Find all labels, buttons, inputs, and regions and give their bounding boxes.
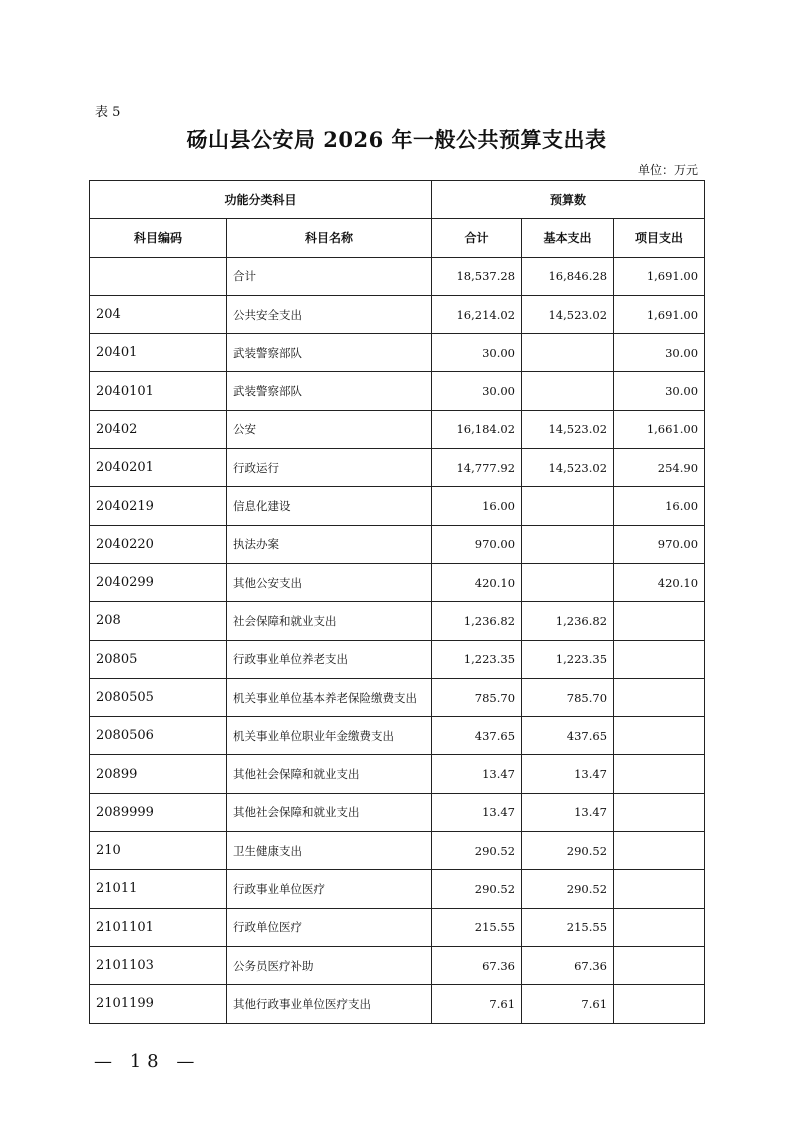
table-row <box>90 525 705 563</box>
cell-code: 2040101 <box>90 372 227 410</box>
table-row <box>90 257 705 295</box>
cell-total: 67.36 <box>432 946 522 984</box>
cell-project: 1,691.00 <box>614 257 705 295</box>
table-row <box>90 487 705 525</box>
cell-project: 970.00 <box>614 525 705 563</box>
cell-name: 其他社会保障和就业支出 <box>227 755 432 793</box>
cell-code: 21011 <box>90 870 227 908</box>
header-name: 科目名称 <box>227 219 432 257</box>
cell-basic: 67.36 <box>522 946 614 984</box>
cell-project: 1,661.00 <box>614 410 705 448</box>
cell-code: 210 <box>90 832 227 870</box>
header-basic: 基本支出 <box>522 219 614 257</box>
cell-total: 437.65 <box>432 717 522 755</box>
cell-basic: 437.65 <box>522 717 614 755</box>
cell-total: 18,537.28 <box>432 257 522 295</box>
cell-code: 204 <box>90 295 227 333</box>
table-body <box>90 257 705 1023</box>
cell-code: 2101103 <box>90 946 227 984</box>
cell-total: 16,214.02 <box>432 295 522 333</box>
budget-table <box>89 180 705 1024</box>
cell-project <box>614 717 705 755</box>
table-row <box>90 946 705 984</box>
cell-code: 2101101 <box>90 908 227 946</box>
cell-code: 2040201 <box>90 449 227 487</box>
cell-basic: 215.55 <box>522 908 614 946</box>
table-row <box>90 793 705 831</box>
cell-total: 1,223.35 <box>432 640 522 678</box>
cell-basic: 1,236.82 <box>522 602 614 640</box>
cell-code: 2089999 <box>90 793 227 831</box>
cell-project <box>614 908 705 946</box>
table-row <box>90 334 705 372</box>
header-code: 科目编码 <box>90 219 227 257</box>
cell-project <box>614 832 705 870</box>
cell-basic: 1,223.35 <box>522 640 614 678</box>
cell-code: 2101199 <box>90 985 227 1023</box>
cell-code: 2040219 <box>90 487 227 525</box>
table-row <box>90 832 705 870</box>
header-total: 合计 <box>432 219 522 257</box>
cell-code: 20899 <box>90 755 227 793</box>
table-row <box>90 295 705 333</box>
cell-name: 社会保障和就业支出 <box>227 602 432 640</box>
cell-project: 420.10 <box>614 563 705 601</box>
cell-name: 卫生健康支出 <box>227 832 432 870</box>
table-row <box>90 717 705 755</box>
cell-code: 2080505 <box>90 678 227 716</box>
cell-total: 7.61 <box>432 985 522 1023</box>
cell-code: 2080506 <box>90 717 227 755</box>
cell-code: 208 <box>90 602 227 640</box>
cell-code: 20401 <box>90 334 227 372</box>
cell-name: 公共安全支出 <box>227 295 432 333</box>
table-row <box>90 985 705 1023</box>
cell-project: 30.00 <box>614 372 705 410</box>
cell-name: 其他行政事业单位医疗支出 <box>227 985 432 1023</box>
cell-name: 机关事业单位职业年金缴费支出 <box>227 717 432 755</box>
cell-code: 20805 <box>90 640 227 678</box>
cell-name: 武装警察部队 <box>227 372 432 410</box>
cell-name: 行政运行 <box>227 449 432 487</box>
header-column-row <box>90 219 705 257</box>
unit-label: 单位：万元 <box>637 163 698 177</box>
cell-code: 20402 <box>90 410 227 448</box>
cell-total: 30.00 <box>432 334 522 372</box>
cell-name: 公务员医疗补助 <box>227 946 432 984</box>
cell-name: 合计 <box>227 257 432 295</box>
cell-basic: 785.70 <box>522 678 614 716</box>
table-row <box>90 449 705 487</box>
cell-name: 公安 <box>227 410 432 448</box>
table-row <box>90 678 705 716</box>
table-row <box>90 908 705 946</box>
page-title: 砀山县公安局 2026 年一般公共预算支出表 <box>186 127 607 152</box>
cell-basic: 13.47 <box>522 755 614 793</box>
cell-basic: 290.52 <box>522 870 614 908</box>
table-row <box>90 640 705 678</box>
cell-project <box>614 793 705 831</box>
table-row <box>90 755 705 793</box>
cell-name: 行政事业单位养老支出 <box>227 640 432 678</box>
cell-total: 16,184.02 <box>432 410 522 448</box>
page-number: — 18 — <box>94 1051 201 1072</box>
table-tag: 表 5 <box>95 105 121 120</box>
cell-basic: 14,523.02 <box>522 410 614 448</box>
cell-code: 2040299 <box>90 563 227 601</box>
cell-total: 420.10 <box>432 563 522 601</box>
cell-total: 970.00 <box>432 525 522 563</box>
cell-project <box>614 870 705 908</box>
cell-project <box>614 602 705 640</box>
header-budget-amount: 预算数 <box>432 181 705 219</box>
header-function-classification: 功能分类科目 <box>90 181 432 219</box>
cell-name: 其他公安支出 <box>227 563 432 601</box>
cell-project <box>614 946 705 984</box>
cell-name: 机关事业单位基本养老保险缴费支出 <box>227 678 432 716</box>
cell-basic <box>522 487 614 525</box>
cell-basic <box>522 525 614 563</box>
cell-total: 30.00 <box>432 372 522 410</box>
cell-name: 行政事业单位医疗 <box>227 870 432 908</box>
header-project: 项目支出 <box>614 219 705 257</box>
table-row <box>90 563 705 601</box>
cell-basic <box>522 334 614 372</box>
cell-project <box>614 678 705 716</box>
cell-basic: 7.61 <box>522 985 614 1023</box>
cell-basic: 290.52 <box>522 832 614 870</box>
cell-basic <box>522 372 614 410</box>
table-row <box>90 410 705 448</box>
cell-total: 215.55 <box>432 908 522 946</box>
cell-basic: 13.47 <box>522 793 614 831</box>
cell-total: 290.52 <box>432 870 522 908</box>
cell-project: 1,691.00 <box>614 295 705 333</box>
cell-code <box>90 257 227 295</box>
cell-name: 其他社会保障和就业支出 <box>227 793 432 831</box>
table-row <box>90 870 705 908</box>
header-group-row <box>90 181 705 219</box>
cell-basic: 14,523.02 <box>522 295 614 333</box>
cell-project <box>614 640 705 678</box>
table-row <box>90 602 705 640</box>
cell-project: 254.90 <box>614 449 705 487</box>
cell-project: 16.00 <box>614 487 705 525</box>
table-row <box>90 372 705 410</box>
cell-basic: 16,846.28 <box>522 257 614 295</box>
cell-basic <box>522 563 614 601</box>
cell-project <box>614 755 705 793</box>
cell-total: 785.70 <box>432 678 522 716</box>
cell-total: 290.52 <box>432 832 522 870</box>
cell-project <box>614 985 705 1023</box>
cell-total: 13.47 <box>432 755 522 793</box>
cell-total: 13.47 <box>432 793 522 831</box>
cell-total: 14,777.92 <box>432 449 522 487</box>
cell-name: 信息化建设 <box>227 487 432 525</box>
cell-total: 1,236.82 <box>432 602 522 640</box>
cell-name: 执法办案 <box>227 525 432 563</box>
cell-basic: 14,523.02 <box>522 449 614 487</box>
cell-name: 武装警察部队 <box>227 334 432 372</box>
cell-name: 行政单位医疗 <box>227 908 432 946</box>
cell-code: 2040220 <box>90 525 227 563</box>
cell-project: 30.00 <box>614 334 705 372</box>
cell-total: 16.00 <box>432 487 522 525</box>
